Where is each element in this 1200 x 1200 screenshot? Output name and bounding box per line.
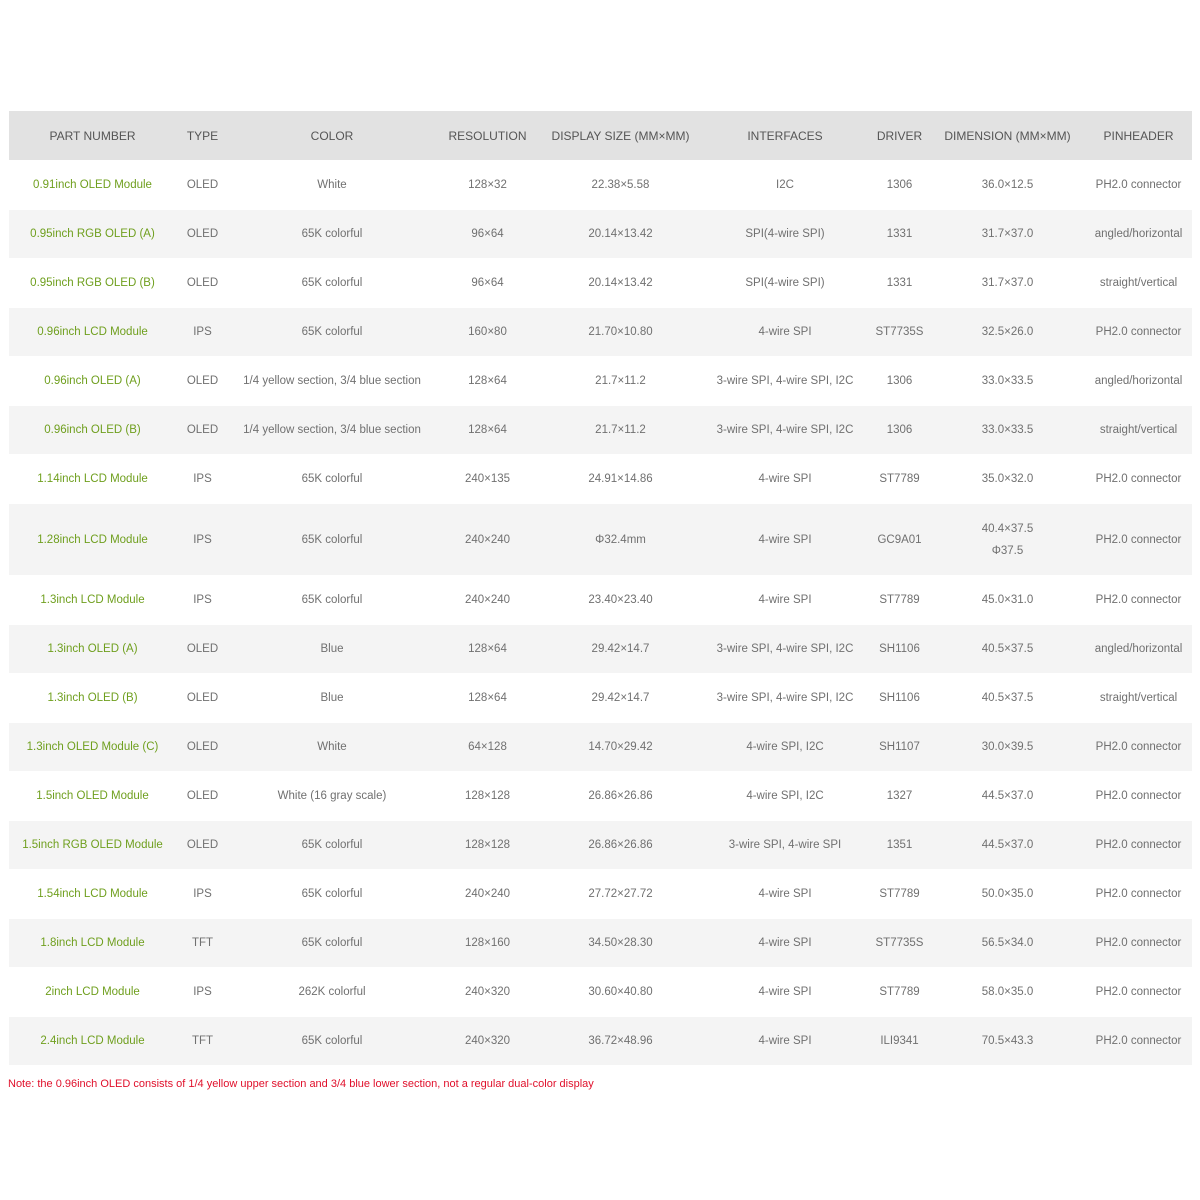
pinheader-cell: PH2.0 connector <box>1085 576 1192 625</box>
part-number-cell: 0.96inch LCD Module <box>9 308 176 357</box>
dimension-line: 40.5×37.5 <box>981 643 1034 655</box>
dimension-cell <box>930 723 1085 772</box>
dimension-line: 35.0×32.0 <box>981 473 1034 485</box>
driver-cell: ILI9341 <box>869 1017 930 1066</box>
dimension-cell <box>930 821 1085 870</box>
pinheader-cell: PH2.0 connector <box>1085 504 1192 576</box>
dimension-line: 56.5×34.0 <box>981 937 1034 949</box>
type-cell: OLED <box>176 210 229 259</box>
interfaces-cell: 4-wire SPI <box>701 968 869 1017</box>
color-cell: 65K colorful <box>229 821 435 870</box>
driver-cell: GC9A01 <box>869 504 930 576</box>
dimension-cell <box>930 870 1085 919</box>
color-cell: 65K colorful <box>229 576 435 625</box>
part-number-cell: 2inch LCD Module <box>9 968 176 1017</box>
display-size-cell: 21.7×11.2 <box>540 357 701 406</box>
interfaces-cell: SPI(4-wire SPI) <box>701 210 869 259</box>
table-row <box>9 357 1192 406</box>
pinheader-cell: PH2.0 connector <box>1085 1017 1192 1066</box>
resolution-cell: 128×64 <box>435 357 540 406</box>
part-number-cell: 0.91inch OLED Module <box>9 161 176 210</box>
dimension-cell <box>930 210 1085 259</box>
driver-cell: SH1106 <box>869 674 930 723</box>
resolution-cell: 160×80 <box>435 308 540 357</box>
pinheader-cell: straight/vertical <box>1085 406 1192 455</box>
dimension-cell <box>930 406 1085 455</box>
table-row <box>9 210 1192 259</box>
type-cell: OLED <box>176 821 229 870</box>
interfaces-cell: 4-wire SPI, I2C <box>701 723 869 772</box>
part-number-cell: 1.3inch LCD Module <box>9 576 176 625</box>
table-row <box>9 576 1192 625</box>
type-cell: IPS <box>176 308 229 357</box>
dimension-line: 50.0×35.0 <box>981 888 1034 900</box>
driver-cell: 1306 <box>869 161 930 210</box>
part-number-cell: 1.3inch OLED (A) <box>9 625 176 674</box>
interfaces-cell: 4-wire SPI <box>701 504 869 576</box>
display-size-cell: 29.42×14.7 <box>540 674 701 723</box>
type-cell: IPS <box>176 968 229 1017</box>
resolution-cell: 240×135 <box>435 455 540 504</box>
color-cell: 65K colorful <box>229 504 435 576</box>
type-cell: OLED <box>176 259 229 308</box>
table-row <box>9 308 1192 357</box>
column-header-display-size: DISPLAY SIZE (MM×MM) <box>540 111 701 161</box>
interfaces-cell: 3-wire SPI, 4-wire SPI, I2C <box>701 625 869 674</box>
table-row <box>9 1017 1192 1066</box>
part-number-cell: 0.96inch OLED (B) <box>9 406 176 455</box>
interfaces-cell: 3-wire SPI, 4-wire SPI, I2C <box>701 357 869 406</box>
color-cell: White <box>229 723 435 772</box>
type-cell: IPS <box>176 576 229 625</box>
interfaces-cell: 3-wire SPI, 4-wire SPI, I2C <box>701 406 869 455</box>
table-row <box>9 161 1192 210</box>
pinheader-cell: PH2.0 connector <box>1085 919 1192 968</box>
interfaces-cell: 4-wire SPI <box>701 576 869 625</box>
dimension-cell <box>930 1017 1085 1066</box>
driver-cell: 1331 <box>869 259 930 308</box>
resolution-cell: 128×64 <box>435 406 540 455</box>
pinheader-cell: angled/horizontal <box>1085 625 1192 674</box>
column-header-pinheader: PINHEADER <box>1085 111 1192 161</box>
dimension-line: 44.5×37.0 <box>981 839 1034 851</box>
dimension-cell <box>930 674 1085 723</box>
column-header-dimension: DIMENSION (MM×MM) <box>930 111 1085 161</box>
driver-cell: ST7789 <box>869 870 930 919</box>
dimension-line: 31.7×37.0 <box>981 277 1034 289</box>
part-number-cell: 1.8inch LCD Module <box>9 919 176 968</box>
color-cell: 65K colorful <box>229 308 435 357</box>
display-size-cell: 34.50×28.30 <box>540 919 701 968</box>
driver-cell: ST7735S <box>869 308 930 357</box>
column-header-resolution: RESOLUTION <box>435 111 540 161</box>
spec-table <box>9 111 1192 1065</box>
resolution-cell: 240×240 <box>435 576 540 625</box>
interfaces-cell: 4-wire SPI <box>701 870 869 919</box>
part-number-cell: 1.5inch RGB OLED Module <box>9 821 176 870</box>
dimension-line: 40.5×37.5 <box>981 692 1034 704</box>
pinheader-cell: PH2.0 connector <box>1085 723 1192 772</box>
dimension-line: 30.0×39.5 <box>981 741 1034 753</box>
driver-cell: SH1107 <box>869 723 930 772</box>
color-cell: 262K colorful <box>229 968 435 1017</box>
type-cell: OLED <box>176 406 229 455</box>
part-number-cell: 0.96inch OLED (A) <box>9 357 176 406</box>
color-cell: 65K colorful <box>229 919 435 968</box>
resolution-cell: 128×160 <box>435 919 540 968</box>
interfaces-cell: 4-wire SPI <box>701 455 869 504</box>
part-number-cell: 1.3inch OLED (B) <box>9 674 176 723</box>
resolution-cell: 64×128 <box>435 723 540 772</box>
color-cell: White (16 gray scale) <box>229 772 435 821</box>
table-row <box>9 723 1192 772</box>
interfaces-cell: I2C <box>701 161 869 210</box>
pinheader-cell: PH2.0 connector <box>1085 455 1192 504</box>
dimension-cell <box>930 308 1085 357</box>
driver-cell: SH1106 <box>869 625 930 674</box>
dimension-line: 32.5×26.0 <box>981 326 1034 338</box>
dimension-cell <box>930 625 1085 674</box>
driver-cell: ST7789 <box>869 455 930 504</box>
color-cell: 65K colorful <box>229 870 435 919</box>
display-size-cell: 29.42×14.7 <box>540 625 701 674</box>
dimension-line: Φ37.5 <box>991 544 1024 557</box>
dimension-cell <box>930 455 1085 504</box>
resolution-cell: 128×64 <box>435 674 540 723</box>
display-size-cell: 21.70×10.80 <box>540 308 701 357</box>
display-size-cell: 20.14×13.42 <box>540 210 701 259</box>
interfaces-cell: 4-wire SPI <box>701 308 869 357</box>
interfaces-cell: 4-wire SPI <box>701 1017 869 1066</box>
dimension-line: 36.0×12.5 <box>981 179 1034 191</box>
dimension-line: 45.0×31.0 <box>981 594 1034 606</box>
color-cell: 65K colorful <box>229 1017 435 1066</box>
table-row <box>9 821 1192 870</box>
resolution-cell: 96×64 <box>435 259 540 308</box>
pinheader-cell: straight/vertical <box>1085 259 1192 308</box>
interfaces-cell: 4-wire SPI, I2C <box>701 772 869 821</box>
part-number-cell: 1.3inch OLED Module (C) <box>9 723 176 772</box>
display-size-cell: 22.38×5.58 <box>540 161 701 210</box>
pinheader-cell: PH2.0 connector <box>1085 772 1192 821</box>
part-number-cell: 0.95inch RGB OLED (A) <box>9 210 176 259</box>
type-cell: OLED <box>176 625 229 674</box>
resolution-cell: 240×320 <box>435 1017 540 1066</box>
dimension-cell <box>930 968 1085 1017</box>
driver-cell: 1306 <box>869 357 930 406</box>
table-row <box>9 625 1192 674</box>
resolution-cell: 240×240 <box>435 504 540 576</box>
type-cell: OLED <box>176 772 229 821</box>
pinheader-cell: PH2.0 connector <box>1085 821 1192 870</box>
table-row <box>9 870 1192 919</box>
driver-cell: 1306 <box>869 406 930 455</box>
type-cell: OLED <box>176 357 229 406</box>
table-row <box>9 406 1192 455</box>
display-size-cell: 20.14×13.42 <box>540 259 701 308</box>
color-cell: Blue <box>229 625 435 674</box>
type-cell: OLED <box>176 674 229 723</box>
table-row <box>9 259 1192 308</box>
interfaces-cell: 4-wire SPI <box>701 919 869 968</box>
color-cell: 1/4 yellow section, 3/4 blue section <box>229 406 435 455</box>
display-size-cell: 36.72×48.96 <box>540 1017 701 1066</box>
dimension-line: 31.7×37.0 <box>981 228 1034 240</box>
part-number-cell: 1.28inch LCD Module <box>9 504 176 576</box>
type-cell: OLED <box>176 161 229 210</box>
driver-cell: 1327 <box>869 772 930 821</box>
interfaces-cell: SPI(4-wire SPI) <box>701 259 869 308</box>
pinheader-cell: PH2.0 connector <box>1085 161 1192 210</box>
display-size-cell: 27.72×27.72 <box>540 870 701 919</box>
column-header-interfaces: INTERFACES <box>701 111 869 161</box>
color-cell: 65K colorful <box>229 210 435 259</box>
dimension-cell <box>930 772 1085 821</box>
resolution-cell: 128×128 <box>435 821 540 870</box>
display-size-cell: 14.70×29.42 <box>540 723 701 772</box>
dimension-line: 58.0×35.0 <box>981 986 1034 998</box>
display-size-cell: 30.60×40.80 <box>540 968 701 1017</box>
table-row <box>9 674 1192 723</box>
display-size-cell: 24.91×14.86 <box>540 455 701 504</box>
table-row <box>9 772 1192 821</box>
color-cell: White <box>229 161 435 210</box>
type-cell: IPS <box>176 504 229 576</box>
part-number-cell: 2.4inch LCD Module <box>9 1017 176 1066</box>
table-row <box>9 968 1192 1017</box>
dimension-cell <box>930 576 1085 625</box>
dimension-line: 70.5×43.3 <box>981 1035 1034 1047</box>
column-header-type: TYPE <box>176 111 229 161</box>
driver-cell: 1351 <box>869 821 930 870</box>
display-size-cell: Φ32.4mm <box>540 504 701 576</box>
pinheader-cell: PH2.0 connector <box>1085 308 1192 357</box>
driver-cell: ST7735S <box>869 919 930 968</box>
dimension-cell <box>930 161 1085 210</box>
interfaces-cell: 3-wire SPI, 4-wire SPI, I2C <box>701 674 869 723</box>
column-header-color: COLOR <box>229 111 435 161</box>
part-number-cell: 1.5inch OLED Module <box>9 772 176 821</box>
pinheader-cell: PH2.0 connector <box>1085 870 1192 919</box>
driver-cell: ST7789 <box>869 576 930 625</box>
display-size-cell: 26.86×26.86 <box>540 772 701 821</box>
pinheader-cell: angled/horizontal <box>1085 210 1192 259</box>
table-body <box>9 161 1192 1066</box>
type-cell: TFT <box>176 919 229 968</box>
dimension-cell <box>930 259 1085 308</box>
part-number-cell: 0.95inch RGB OLED (B) <box>9 259 176 308</box>
driver-cell: 1331 <box>869 210 930 259</box>
interfaces-cell: 3-wire SPI, 4-wire SPI <box>701 821 869 870</box>
color-cell: 1/4 yellow section, 3/4 blue section <box>229 357 435 406</box>
resolution-cell: 128×128 <box>435 772 540 821</box>
type-cell: OLED <box>176 723 229 772</box>
part-number-cell: 1.54inch LCD Module <box>9 870 176 919</box>
color-cell: 65K colorful <box>229 455 435 504</box>
pinheader-cell: PH2.0 connector <box>1085 968 1192 1017</box>
resolution-cell: 128×64 <box>435 625 540 674</box>
display-size-cell: 23.40×23.40 <box>540 576 701 625</box>
color-cell: Blue <box>229 674 435 723</box>
resolution-cell: 240×240 <box>435 870 540 919</box>
column-header-part-number: PART NUMBER <box>9 111 176 161</box>
display-size-cell: 26.86×26.86 <box>540 821 701 870</box>
dimension-cell <box>930 919 1085 968</box>
display-size-cell: 21.7×11.2 <box>540 406 701 455</box>
driver-cell: ST7789 <box>869 968 930 1017</box>
part-number-cell: 1.14inch LCD Module <box>9 455 176 504</box>
table-row <box>9 455 1192 504</box>
type-cell: TFT <box>176 1017 229 1066</box>
type-cell: IPS <box>176 870 229 919</box>
dimension-line: 40.4×37.5 <box>981 522 1034 535</box>
dimension-line: 44.5×37.0 <box>981 790 1034 802</box>
pinheader-cell: angled/horizontal <box>1085 357 1192 406</box>
footnote: Note: the 0.96inch OLED consists of 1/4 yellow upper section and 3/4 blue lower section, not a regular dual-color display <box>8 1078 594 1090</box>
resolution-cell: 128×32 <box>435 161 540 210</box>
column-header-driver: DRIVER <box>869 111 930 161</box>
pinheader-cell: straight/vertical <box>1085 674 1192 723</box>
table-row <box>9 919 1192 968</box>
header-row <box>9 111 1192 161</box>
table-row <box>9 504 1192 576</box>
color-cell: 65K colorful <box>229 259 435 308</box>
dimension-line: 33.0×33.5 <box>981 375 1034 387</box>
dimension-line: 33.0×33.5 <box>981 424 1034 436</box>
type-cell: IPS <box>176 455 229 504</box>
resolution-cell: 240×320 <box>435 968 540 1017</box>
dimension-cell <box>930 357 1085 406</box>
resolution-cell: 96×64 <box>435 210 540 259</box>
dimension-cell <box>930 504 1085 576</box>
